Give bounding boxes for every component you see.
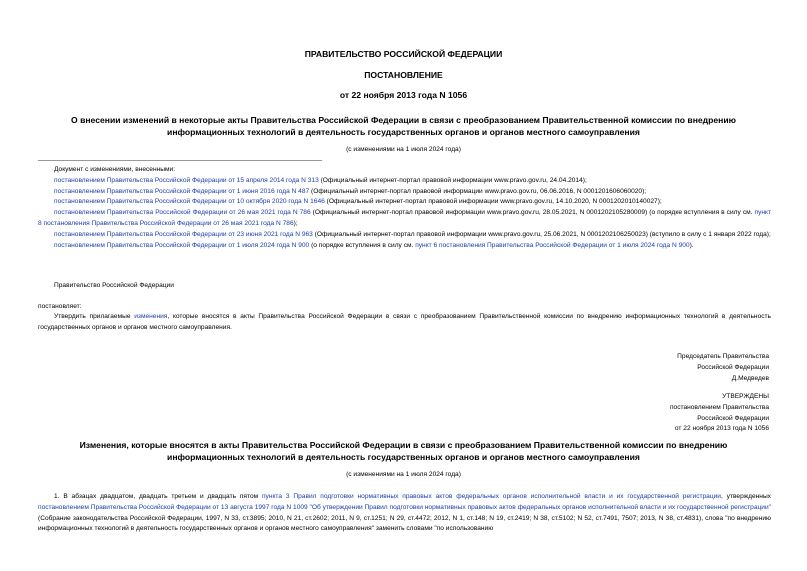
changes-note: (с изменениями на 1 июля 2024 года): [346, 146, 461, 153]
amendments-intro: Документ с изменениями, внесенными:: [54, 166, 176, 173]
amendment-source: (Официальный интернет-портал правовой информации www.pravo.gov.ru, 24.04.2014);: [318, 176, 587, 184]
changes-title: Изменения, которые вносятся в акты Правительства Российской Федерации в связи с преобразованием Правительственной комиссии по внедрению информационных технологий в деятельность государственных органов и органов местного самоуправления: [79, 440, 728, 462]
amendment-source-end: );: [293, 219, 298, 227]
p1-text-b: , утвержденных: [721, 493, 771, 500]
resolution-1009-link[interactable]: постановлением Правительства Российской Федерации от 13 августа 1997 года N 1009 "Об утверждении Правил подготовки нормативных правовых актов федеральных органов исполнительной власти и их государственной регистрации": [38, 503, 771, 511]
changes-note-2: (с изменениями на 1 июля 2024 года): [346, 471, 461, 478]
approved-date: от 22 ноября 2013 года N 1056: [674, 425, 769, 433]
amendment-item: [38, 230, 771, 241]
amendment-source-end: ).: [689, 241, 694, 249]
government-line: Правительство Российской Федерации: [54, 282, 174, 289]
document-type-heading: ПОСТАНОВЛЕНИЕ: [364, 70, 443, 80]
signature-country: Российской Федерации: [697, 363, 769, 371]
amendments-list: [38, 165, 771, 251]
document-date-number: от 22 ноября 2013 года N 1056: [339, 90, 468, 100]
amendment-link[interactable]: постановлением Правительства Российской Федерации от 23 июня 2021 года N 963: [54, 230, 313, 238]
amendment-link[interactable]: постановлением Правительства Российской Федерации от 1 июня 2016 года N 487: [54, 187, 310, 195]
changes-paragraph-1: [38, 492, 771, 535]
approved-heading: УТВЕРЖДЕНЫ: [722, 393, 769, 400]
amendment-source: (Официальный интернет-портал правовой информации www.pravo.gov.ru, 14.10.2020, N 0001202010140027);: [324, 198, 662, 206]
signature-name: Д.Медведев: [731, 374, 769, 382]
amendment-source: (о порядке вступления в силу см.: [309, 241, 416, 249]
amendment-link[interactable]: постановлением Правительства Российской Федерации от 26 мая 2021 года N 786: [54, 209, 311, 217]
approve-text-pre: Утвердить прилагаемые: [54, 313, 135, 320]
amendment-source: (Официальный интернет-портал правовой информации www.pravo.gov.ru, 25.06.2021, N 0001202106250023) (вступило в силу с 1 января 2022 года);: [312, 230, 771, 238]
amendment-entry-link[interactable]: пункт 8 постановления Правительства Российской Федерации от 26 мая 2021 года N 786: [38, 209, 772, 227]
approve-link[interactable]: изменения: [134, 313, 168, 320]
amendment-link[interactable]: постановлением Правительства Российской Федерации от 15 апреля 2014 года N 313: [54, 176, 319, 184]
amendment-item: [38, 208, 771, 230]
amendment-item: [38, 197, 771, 208]
amendment-item: [38, 176, 771, 187]
amendment-link[interactable]: постановлением Правительства Российской Федерации от 1 июля 2024 года N 900: [54, 241, 310, 249]
amendment-source: (Официальный интернет-портал правовой информации www.pravo.gov.ru, 06.06.2016, N 0001201606060020);: [309, 187, 647, 195]
amendment-item: [38, 241, 771, 252]
government-heading: ПРАВИТЕЛЬСТВО РОССИЙСКОЙ ФЕДЕРАЦИИ: [304, 49, 503, 59]
signature-block: [677, 352, 769, 384]
amendment-item: [38, 187, 771, 198]
amendment-entry-link[interactable]: пункт 6 постановления Правительства Российской Федерации от 1 июля 2024 года N 900: [415, 241, 690, 249]
separator-rule: [38, 160, 322, 161]
approve-paragraph: [38, 312, 771, 334]
approved-by: постановлением Правительства: [669, 403, 769, 411]
rules-link[interactable]: пункта 3 Правил подготовки нормативных правовых актов федеральных органов исполнительной власти и их государственной регистрации: [261, 493, 721, 500]
approve-text-post: , которые вносятся в акты Правительства Российской Федерации в связи с преобразованием Правительственной комиссии по внедрению информационных технологий в деятельность государственных органов и органов местного самоуправления.: [38, 313, 771, 331]
approved-country: Российской Федерации: [697, 414, 769, 422]
p1-text-a: 1. В абзацах двадцатом, двадцать третьем и двадцать пятом: [54, 493, 262, 500]
document-title: О внесении изменений в некоторые акты Правительства Российской Федерации в связи с преобразованием Правительственной комиссии по внедрению информационных технологий в деятельность государственных органов и органов местного самоуправления: [71, 115, 736, 137]
amendment-source: (Официальный интернет-портал правовой информации www.pravo.gov.ru, 28.05.2021, N 0001202105280009) (о порядке вступления в силу см.: [310, 209, 755, 217]
approved-block: [670, 392, 769, 435]
postanovlyaet-line: постановляет:: [38, 303, 82, 310]
amendment-link[interactable]: постановлением Правительства Российской Федерации от 10 октября 2020 года N 1646: [54, 198, 325, 206]
p1-text-c: (Собрание законодательства Российской Федерации, 1997, N 33, ст.3895; 2010, N 21, ст.2602; 2011, N 9, ст.1251; N 29, ст.4472; 2012, N 1, ст.148; N 19, ст.2419; N 38, ст.5102; N 52, ст.7491, 7507; 2013, N 38, ст.4831), слова "по внедрению информационных технологий в деятельность государственных органов и органов местного самоуправления" заменить словами "по использованию: [38, 514, 771, 533]
signature-position: Председатель Правительства: [677, 353, 769, 360]
